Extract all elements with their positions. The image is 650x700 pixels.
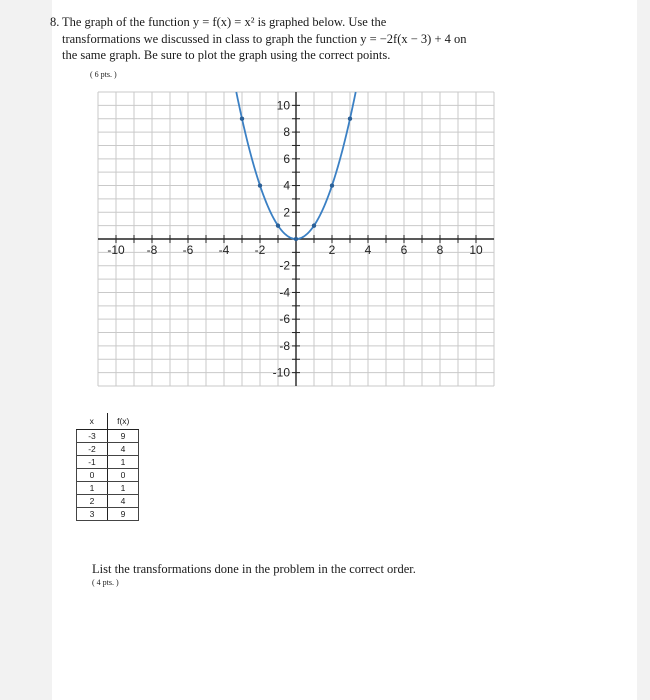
table-row [77,495,139,508]
question-line-1: The graph of the function y = f(x) = x² is graphed below. Use the [62,15,387,29]
data-point [240,117,244,121]
table-header-fx: f(x) [108,413,139,430]
x-tick-label: 6 [400,243,408,257]
data-point [330,183,334,187]
table-row [77,482,139,495]
y-tick-label: -8 [279,338,290,353]
data-point [294,237,298,241]
x-tick-label: -10 [107,243,125,257]
y-tick-label: -10 [272,365,290,380]
table-row [77,508,139,521]
data-point [258,183,262,187]
table-cell: -1 [77,456,108,469]
question-line-3: the same graph. Be sure to plot the graph using the correct points. [62,48,391,62]
x-tick-label: 4 [364,243,372,257]
x-tick-label: 8 [436,243,444,257]
table-row [77,456,139,469]
table-cell: 9 [108,508,139,521]
table-cell: 4 [108,443,139,456]
table-cell: 9 [108,430,139,443]
data-point [276,223,280,227]
table-cell: -2 [77,443,108,456]
table-cell: 1 [108,456,139,469]
table-cell: 1 [108,482,139,495]
table-cell: 0 [77,469,108,482]
table-row [77,430,139,443]
list-points-label: ( 4 pts. ) [92,578,119,587]
x-tick-label: 10 [469,243,483,257]
table-cell: 2 [77,495,108,508]
y-tick-label: 6 [283,151,290,166]
y-tick-label: -6 [279,312,290,327]
y-tick-label: -2 [279,258,290,273]
x-tick-label: -2 [254,243,266,257]
data-point [348,117,352,121]
x-tick-label: -8 [146,243,158,257]
y-tick-label: 10 [276,98,290,113]
x-tick-label: 2 [328,243,336,257]
y-tick-label: 4 [283,178,290,193]
data-point [312,223,316,227]
table-row [77,443,139,456]
question-line-2: transformations we discussed in class to graph the function y = −2f(x − 3) + 4 on [62,31,467,46]
table-cell: 0 [108,469,139,482]
points-label: ( 6 pts. ) [90,70,117,79]
table-row [77,469,139,482]
x-tick-label: -4 [218,243,230,257]
y-tick-label: -4 [279,285,290,300]
table-cell: -3 [77,430,108,443]
x-tick-label: -6 [182,243,194,257]
table-header-x: x [77,413,108,430]
y-tick-label: 2 [283,205,290,220]
table-cell: 4 [108,495,139,508]
table-cell: 3 [77,508,108,521]
table-cell: 1 [77,482,108,495]
list-transformations-prompt: List the transformations done in the problem in the correct order. [92,562,416,576]
y-tick-label: 8 [283,125,290,140]
question-number: 8. [50,15,60,29]
values-table [76,413,139,521]
